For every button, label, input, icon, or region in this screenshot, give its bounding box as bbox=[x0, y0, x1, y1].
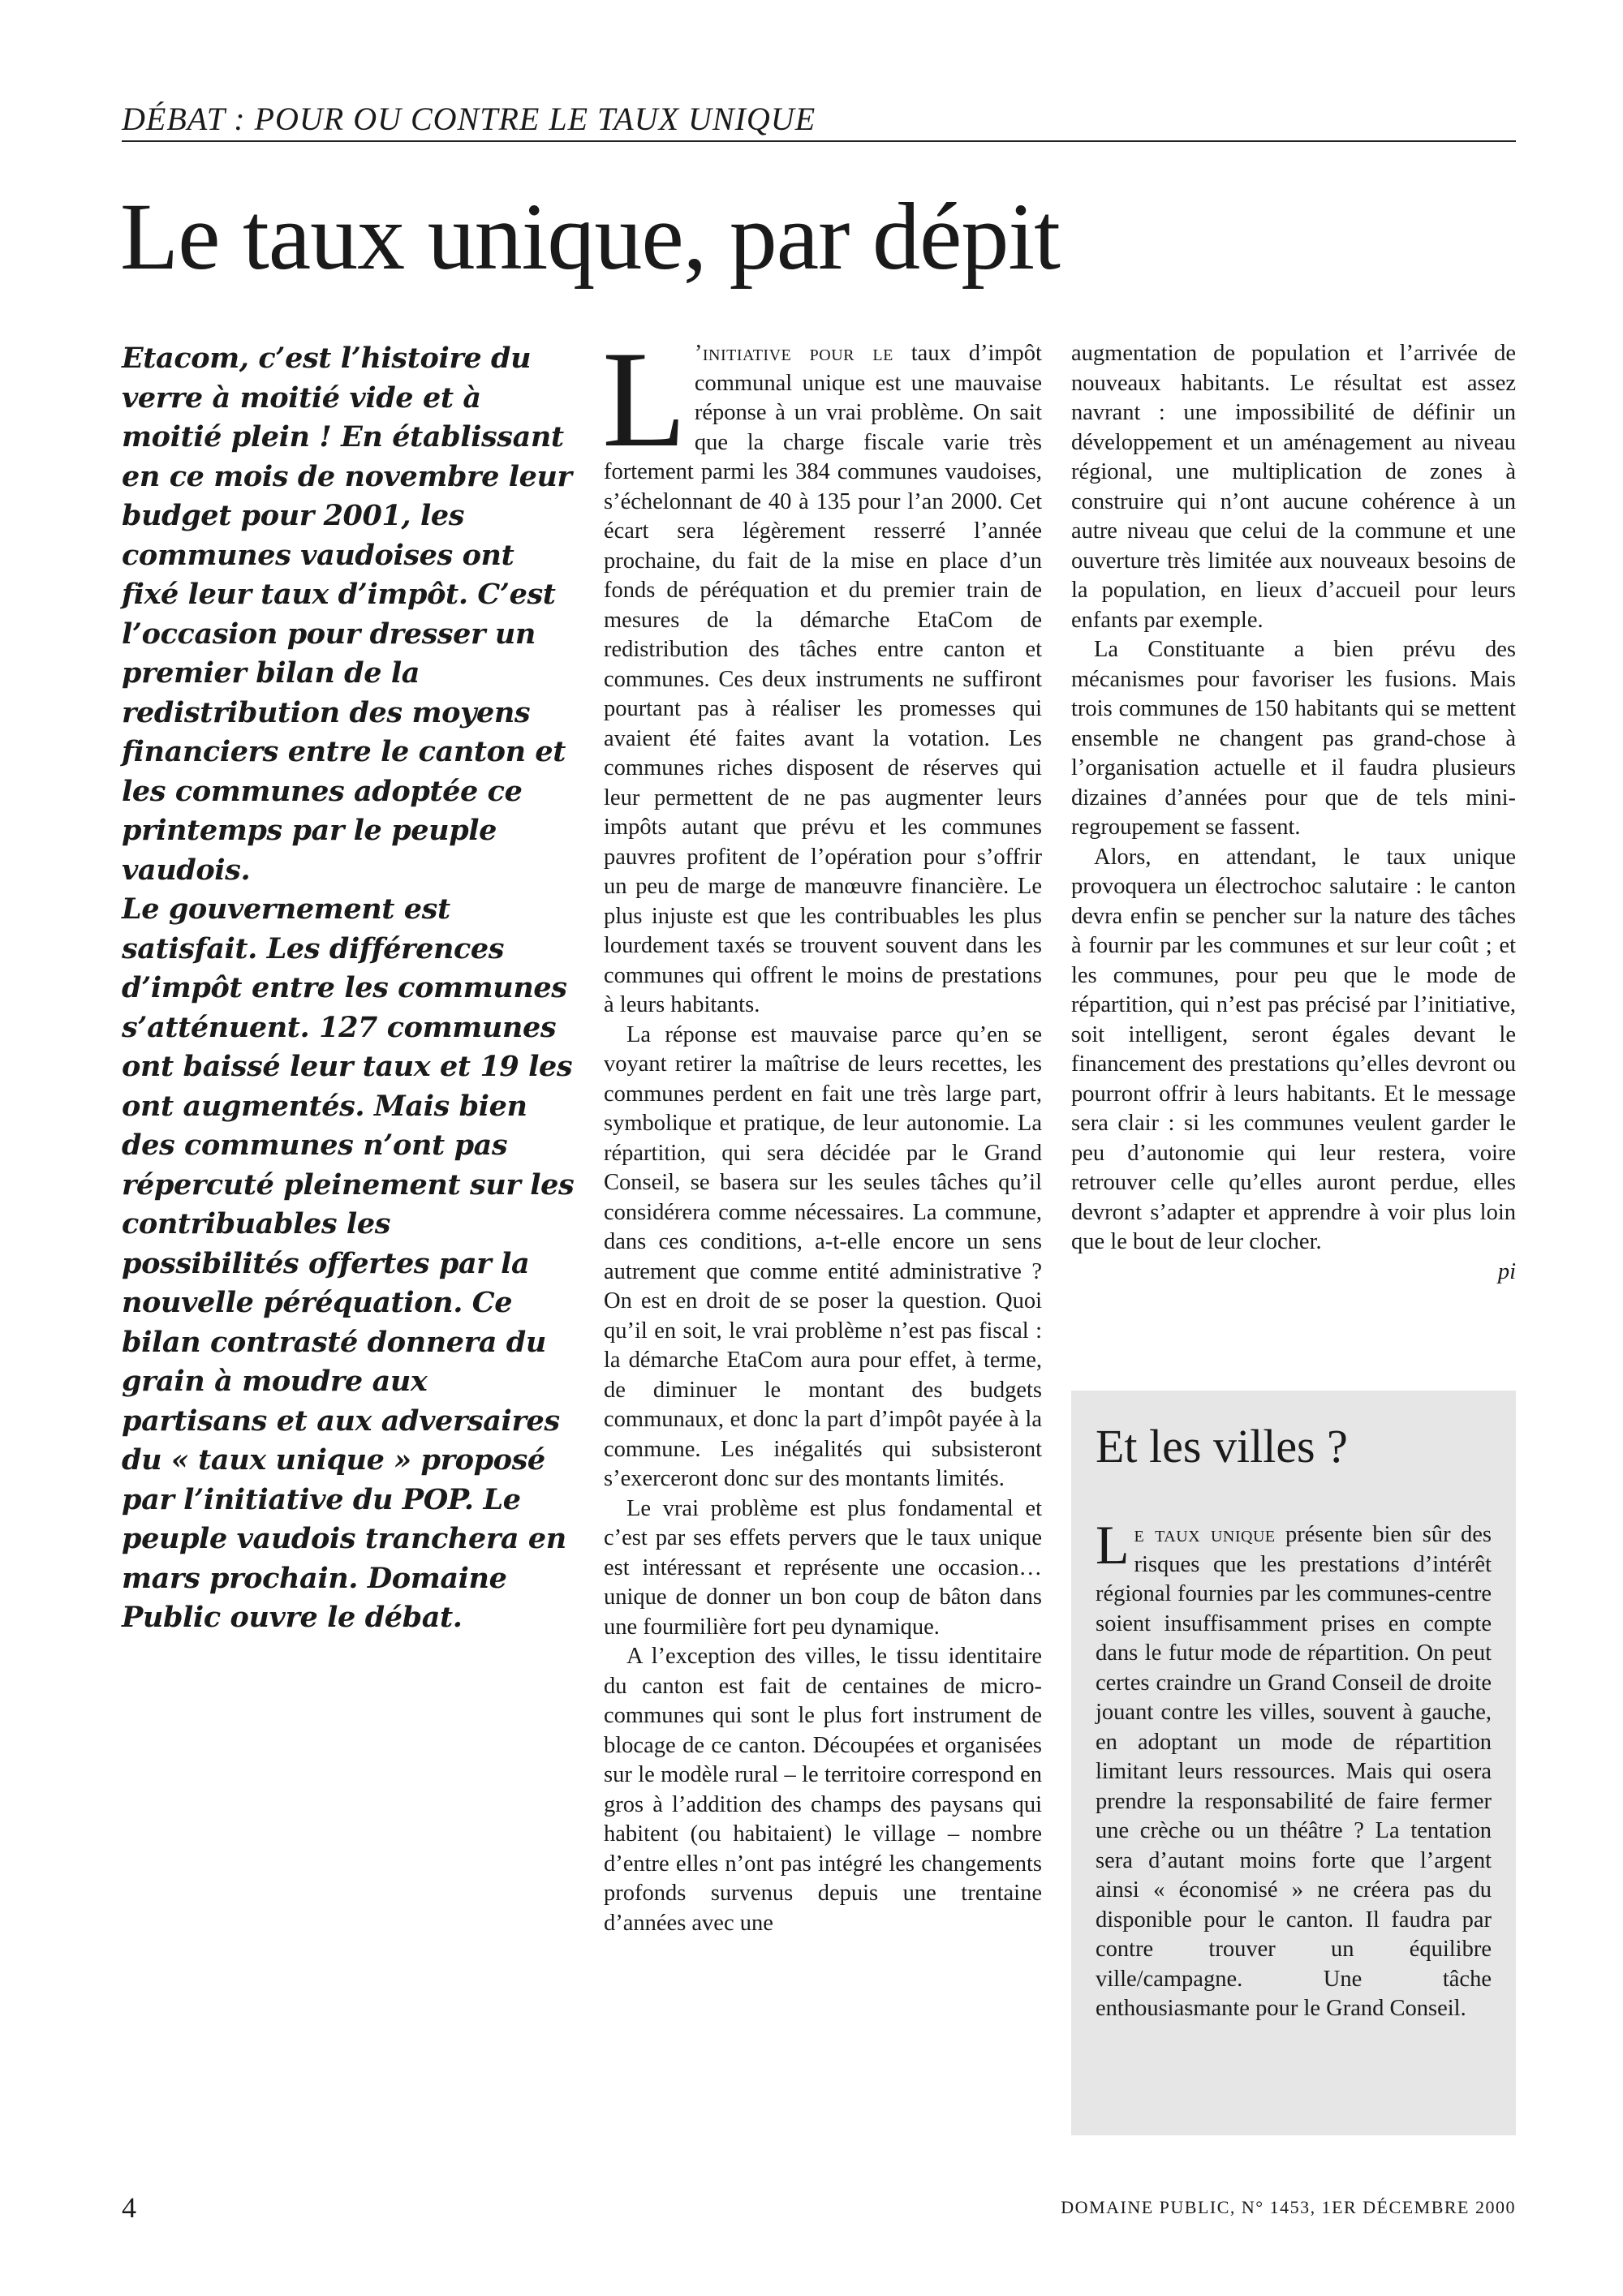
article-paragraph: Alors, en attendant, le taux unique provoquera un électrochoc salutaire : le canton devra enfin se pencher sur la nature des tâches à fournir par les communes et sur leur coût ; et les communes, pour peu que le mode de répartition, qui n’est pas précisé par l’initiative, soit intelligent, seront égales devant le financement des prestations qu’elles devront ou pourront offrir à leurs habitants. Et le message sera clair : si les communes veulent garder le peu d’autonomie qui leur restera, voire retrouver celle qu’elles auront perdue, elles devront s’adapter et apprendre à voir plus loin que le bout de leur clocher. bbox=[1071, 844, 1516, 1254]
sidebar-lead-smallcaps: e taux unique bbox=[1134, 1522, 1276, 1547]
drop-cap: L bbox=[602, 323, 687, 475]
sidebar-title: Et les villes ? bbox=[1096, 1420, 1348, 1473]
article-column-1 bbox=[602, 323, 1042, 1938]
page-number: 4 bbox=[122, 2191, 136, 2224]
article-paragraph: Le vrai problème est plus fondamental et c’est par ses effets pervers que le taux unique est intéressant et représente une occasion… unique de donner un bon coup de bâton dans une fourmilière fort peu dynamique. bbox=[604, 1495, 1042, 1640]
issue-info: DOMAINE PUBLIC, N° 1453, 1ER DÉCEMBRE 2000 bbox=[1061, 2197, 1516, 2217]
intro-paragraph: Etacom, c’est l’histoire du verre à moitié vide et à moitié plein ! En établissant en ce mois de novembre leur budget pour 2001, les communes vaudoises ont fixé leur taux d’impôt. C’est l’occasion pour dresser un premier bilan de la redistribution des moyens financiers entre le canton et les communes adoptée ce printemps par le peuple vaudois. bbox=[122, 342, 572, 887]
article-paragraph: La Constituante a bien prévu des mécanismes pour favoriser les fusions. Mais trois communes de 150 habitants qui se mettent ensemble ne changent pas grand-chose à l’organisation actuelle et il faudra plusieurs dizaines d’années pour que de tels mini-regroupement se fassent. bbox=[1071, 637, 1516, 840]
sidebar-drop-cap: L bbox=[1096, 1514, 1130, 1576]
article-headline: Le taux unique, par dépit bbox=[120, 183, 1060, 290]
article-paragraph: La réponse est mauvaise parce qu’en se voyant retirer la maîtrise de leurs recettes, les communes perdent en fait une très large part, symbolique et pratique, de leur autonomie. La répartition, qui sera décidée par le Grand Conseil, se basera sur les seules tâches qu’il considérera comme nécessaires. La commune, dans ces conditions, a-t-elle encore un sens autrement que comme entité administrative ? On est en droit de se poser la question. Quoi qu’il en soit, le vrai problème n’est pas fiscal : la démarche EtaCom aura pour effet, à terme, de diminuer le montant des budgets communaux, et donc la part d’impôt payée à la commune. Les inégalités qui subsisteront s’exerceront donc sur des montants limités. bbox=[604, 1021, 1042, 1491]
sidebar-box bbox=[1071, 1391, 1516, 2135]
lead-smallcaps: ’initiative pour le bbox=[694, 341, 893, 366]
article-paragraph: augmentation de population et l’arrivée de nouveaux habitants. Le résultat est assez navrant : une impossibilité de définir un développement et un aménagement au niveau régional, une multiplication de zones à construire qui n’ont aucune cohérence à un autre niveau que celui de la commune et une ouverture très limitée aux nouveaux besoins de la population, en lieux d’accueil pour leurs enfants par exemple. bbox=[1071, 341, 1516, 633]
sidebar-body bbox=[1096, 1514, 1492, 2024]
article-paragraph: A l’exception des villes, le tissu identitaire du canton est fait de centaines de micro-communes qui sont le plus fort instrument de blocage de ce canton. Découpées et organisées sur le modèle rural – le territoire correspond en gros à l’addition des champs des paysans qui habitent (ou habitaient) le village – nombre d’entre elles n’ont pas intégré les changements profonds survenus depuis une trentaine d’années avec une bbox=[604, 1644, 1042, 1936]
intro-paragraph: Le gouvernement est satisfait. Les différences d’impôt entre les communes s’atténuent. 127 communes ont baissé leur taux et 19 les ont augmentés. Mais bien des communes n’ont pas répercuté pleinement sur les contribuables les possibilités offertes par la nouvelle péréquation. Ce bilan contrasté donnera du grain à moudre aux partisans et aux adversaires du « taux unique » proposé par l’initiative du POP. Le peuple vaudois tranchera en mars prochain. Domaine Public ouvre le débat. bbox=[122, 892, 575, 1634]
sidebar-text: présente bien sûr des risques que les prestations d’intérêt régional fournies par les communes-centre soient insuffisamment prises en compte dans le futur mode de répartition. On peut certes craindre un Grand Conseil de droite jouant contre les villes, souvent à gauche, en adoptant un mode de répartition limitant leurs ressources. Mais qui osera prendre la responsabilité de faire fermer une crèche ou un théâtre ? La tentation sera d’autant moins forte que l’argent ainsi « économisé » ne créera pas du disponible pour le canton. Il faudra par contre trouver un équilibre ville/campagne. Une tâche enthousiasmante pour le Grand Conseil. bbox=[1096, 1522, 1492, 2021]
section-rubric: DÉBAT : POUR OU CONTRE LE TAUX UNIQUE bbox=[122, 101, 1516, 142]
author-signature: pi bbox=[1497, 1258, 1516, 1284]
article-lead-paragraph bbox=[602, 323, 1042, 1021]
article-intro bbox=[122, 339, 576, 1638]
sidebar-paragraph bbox=[1096, 1514, 1492, 2024]
article-column-2 bbox=[1071, 339, 1516, 1287]
lead-text: taux d’impôt communal unique est une mauvaise réponse à un vrai problème. On sait que la charge fiscale varie très fortement parmi les 384 communes vaudoises, s’échelonnant de 40 à 135 pour l’an 2000. Cet écart sera légèrement resserré l’année prochaine, du fait de la mise en place d’un fonds de péréquation et du premier train de mesures de la démarche EtaCom de redistribution des tâches entre canton et communes. Ces deux instruments ne suffiront pourtant pas à réaliser les promesses qui avaient été faites avant la votation. Les communes riches disposent de réserves qui leur permettent de ne pas augmenter leurs impôts autant que prévu et les communes pauvres profitent de l’opération pour s’offrir un peu de marge de manœuvre financière. Le plus injuste est que les contribuables les plus lourdement taxés se trouvent souvent dans les communes qui offrent le moins de prestations à leurs habitants. bbox=[604, 341, 1042, 1017]
